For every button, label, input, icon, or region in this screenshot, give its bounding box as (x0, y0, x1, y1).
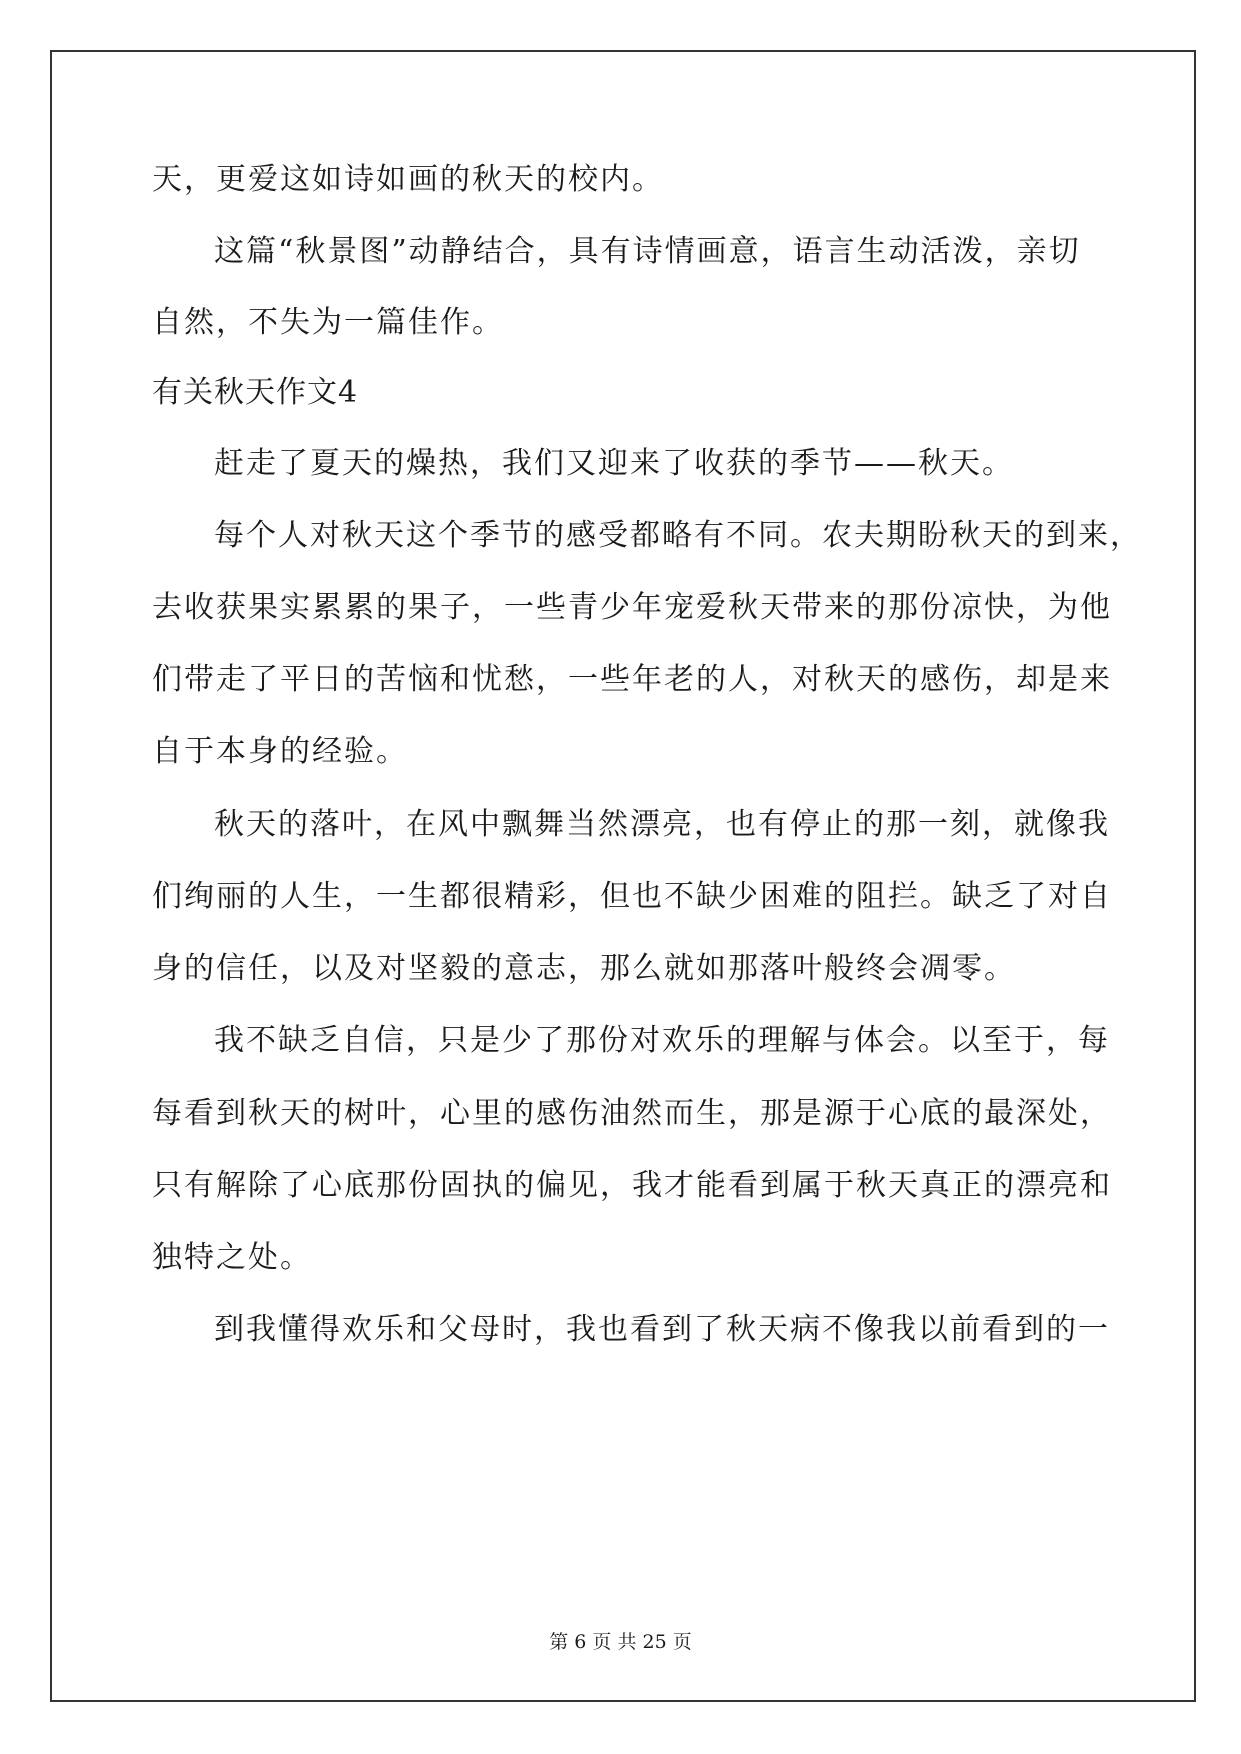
text-line: 去收获果实累累的果子，一些青少年宠爱秋天带来的那份凉快，为他 (152, 590, 1112, 625)
text-line: 只有解除了心底那份固执的偏见，我才能看到属于秋天真正的漂亮和 (152, 1168, 1112, 1203)
section-heading: 有关秋天作文4 (152, 375, 359, 410)
page-number-footer: 第 6 页 共 25 页 (549, 1631, 692, 1653)
text-line: 们带走了平日的苦恼和忧愁，一些年老的人，对秋天的感伤，却是来 (152, 662, 1112, 697)
paragraph-first-line: 赶走了夏天的燥热，我们又迎来了收获的季节——秋天。 (214, 446, 1014, 481)
text-line: 身的信任，以及对坚毅的意志，那么就如那落叶般终会凋零。 (152, 951, 1016, 986)
text-line: 自于本身的经验。 (152, 734, 408, 769)
text-line: 天，更爱这如诗如画的秋天的校内。 (152, 162, 664, 197)
paragraph-first-line: 我不缺乏自信，只是少了那份对欢乐的理解与体会。以至于，每 (214, 1023, 1110, 1058)
text-line: 们绚丽的人生，一生都很精彩，但也不缺少困难的阻拦。缺乏了对自 (152, 879, 1112, 914)
paragraph-first-line: 到我懂得欢乐和父母时，我也看到了秋天病不像我以前看到的一 (214, 1312, 1110, 1347)
text-line: 自然，不失为一篇佳作。 (152, 305, 504, 340)
page-border (50, 50, 1196, 1702)
paragraph-first-line: 这篇“秋景图”动静结合，具有诗情画意，语言生动活泼，亲切 (214, 234, 1081, 269)
paragraph-first-line: 每个人对秋天这个季节的感受都略有不同。农夫期盼秋天的到来， (214, 518, 1142, 553)
text-line: 独特之处。 (152, 1240, 312, 1275)
text-line: 每看到秋天的树叶，心里的感伤油然而生，那是源于心底的最深处， (152, 1096, 1112, 1131)
paragraph-first-line: 秋天的落叶，在风中飘舞当然漂亮，也有停止的那一刻，就像我 (214, 807, 1110, 842)
